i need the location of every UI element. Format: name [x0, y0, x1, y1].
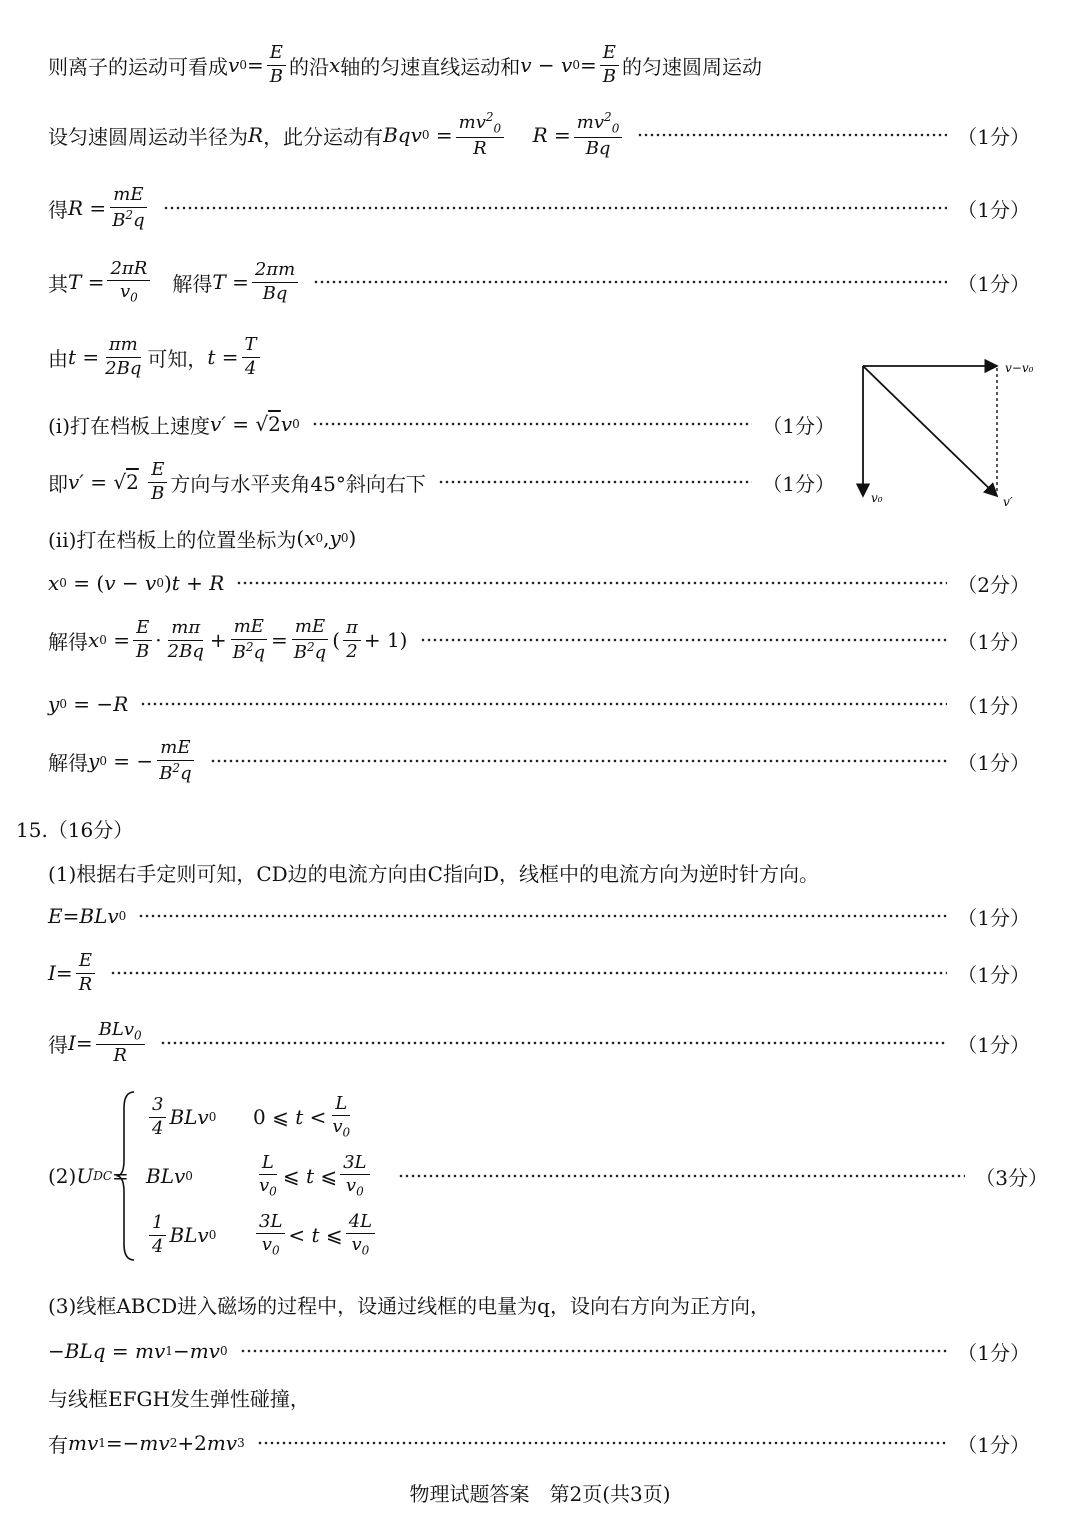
- dot-leader: [210, 755, 948, 767]
- piecewise-voltage: [48, 1088, 1048, 1263]
- score-label: （1分）: [957, 962, 1030, 987]
- score-label: （1分）: [762, 471, 835, 496]
- line-y0-result: 解得 y 0 = − $\frac{mE}{B^2q}$ （1分）: [48, 737, 1030, 784]
- dot-leader: [163, 202, 948, 214]
- case-2-value: BLv 0: [146, 1164, 193, 1188]
- line-current: I = $\frac{E}{R}$ （1分）: [48, 950, 1030, 995]
- dot-leader: [257, 1437, 948, 1449]
- line-radius-setup: 设匀速圆周运动半径为 R ，此分运动有 Bqv 0 = $\frac{mv^2_0}{R}$ R = $\frac{mv^2_0}{Bq}$ （1分）: [48, 109, 1030, 159]
- dot-leader: [240, 1345, 948, 1357]
- line-right-hand-rule: (1)根据右手定则可知，CD边的电流方向由C指向D，线框中的电流方向为逆时针方向。: [48, 861, 820, 886]
- dot-leader: [438, 476, 752, 488]
- dot-leader: [236, 577, 947, 589]
- question-15-heading: 15.（16分）: [16, 818, 134, 842]
- label-v-minus-v0: v−v₀: [1005, 361, 1034, 375]
- label-v-prime: v′: [1003, 495, 1013, 509]
- line-momentum-conservation: 有 mv 1 =− mv 2 +2 mv 3 （1分）: [48, 1413, 1030, 1473]
- line-charge-setup: (3)线框ABCD进入磁场的过程中，设通过线框的电量为q，设向右方向为正方向，: [48, 1293, 770, 1318]
- dot-leader: [420, 634, 948, 646]
- page-footer: 物理试题答案 第2页(共3页): [409, 1482, 671, 1506]
- line-current-result: 得 I = $\frac{BLv_0}{R}$ （1分）: [48, 1018, 1030, 1066]
- score-label: （1分）: [957, 197, 1030, 222]
- dot-leader: [398, 1170, 965, 1182]
- line-radius-result: 得 R = $\frac{mE}{B^2q}$ （1分）: [48, 184, 1030, 231]
- score-label: （2分）: [957, 572, 1030, 597]
- case-1-value: $\frac{3}{4}$ BLv 0: [146, 1088, 216, 1146]
- dot-leader: [140, 698, 947, 710]
- resultant-velocity-arrow: [863, 366, 997, 496]
- dot-leader: [138, 910, 947, 922]
- score-label: （1分）: [957, 629, 1030, 654]
- line-x0-equation: x 0 = ( v − v 0 ) t + R （2分）: [48, 553, 1030, 613]
- line-velocity-direction: 即 v′ = √ 2 $\frac{E}{B}$ 方向与水平夹角45°斜向右下 （1分）: [48, 459, 835, 504]
- case-1-condition: 0 ⩽ t < $\frac{L}{v_0}$: [253, 1092, 351, 1141]
- score-label: （1分）: [957, 1340, 1030, 1365]
- score-label: （1分）: [957, 271, 1030, 296]
- piecewise-leader: [386, 1156, 1048, 1196]
- line-time: 由 t = $\frac{\pi m}{2Bq}$ 可知， t = $\frac{T}{4}$: [48, 327, 835, 387]
- left-brace: [116, 1088, 138, 1263]
- dot-leader: [312, 418, 753, 430]
- dot-leader: [637, 129, 947, 141]
- line-velocity: (i)打在档板上速度 v′ = √ 2 v 0 （1分）: [48, 394, 835, 454]
- score-label: （1分）: [957, 905, 1030, 930]
- dot-leader: [313, 276, 947, 288]
- score-label: （1分）: [957, 124, 1030, 149]
- score-label: （3分）: [975, 1165, 1048, 1190]
- line-motion-decomposition: 则离子的运动可看成 v 0 = $\frac{E}{B}$ 的沿 x 轴的匀速直线运动和 v − v 0 = $\frac{E}{B}$ 的匀速圆周运动: [48, 42, 762, 87]
- score-label: （1分）: [957, 750, 1030, 775]
- score-label: （1分）: [957, 1032, 1030, 1057]
- line-emf: E = BLv 0 （1分）: [48, 886, 1030, 946]
- case-2-condition: $\frac{L}{v_0}$ ⩽ t ⩽ $\frac{3L}{v_0}$: [253, 1147, 373, 1205]
- velocity-vector-diagram: [855, 358, 1045, 518]
- line-collision: 与线框EFGH发生弹性碰撞，: [48, 1386, 310, 1411]
- dot-leader: [110, 967, 947, 979]
- score-label: （1分）: [957, 1432, 1030, 1457]
- line-x0-result: 解得 x 0 = $\frac{E}{B}$ · $\frac{m\pi}{2Bq}$ + $\frac{mE}{B^2q}$ = $\frac{mE}{B^2q}$ ( $\frac{\pi}{2}$ + 1) （1分）: [48, 616, 1030, 663]
- line-period: 其 T = $\frac{2\pi R}{v_0}$ 解得 T = $\frac{2\pi m}{Bq}$ （1分）: [48, 257, 1030, 306]
- label-v0: v₀: [871, 491, 883, 505]
- score-label: （1分）: [762, 413, 835, 438]
- dot-leader: [160, 1037, 948, 1049]
- line-y0-equation: y 0 = − R （1分）: [48, 674, 1030, 734]
- case-3-condition: $\frac{3L}{v_0}$ < t ⩽ $\frac{4L}{v_0}$: [253, 1206, 378, 1264]
- line-momentum-theorem: − BLq = mv 1 − mv 0 （1分）: [48, 1321, 1030, 1381]
- score-label: （1分）: [957, 693, 1030, 718]
- line-position-intro: (ii)打在档板上的位置坐标为 ( x 0 , y 0 ): [48, 526, 357, 552]
- case-3-value: $\frac{1}{4}$ BLv 0: [146, 1206, 216, 1264]
- piecewise-label: (2) U DC =: [48, 1164, 129, 1188]
